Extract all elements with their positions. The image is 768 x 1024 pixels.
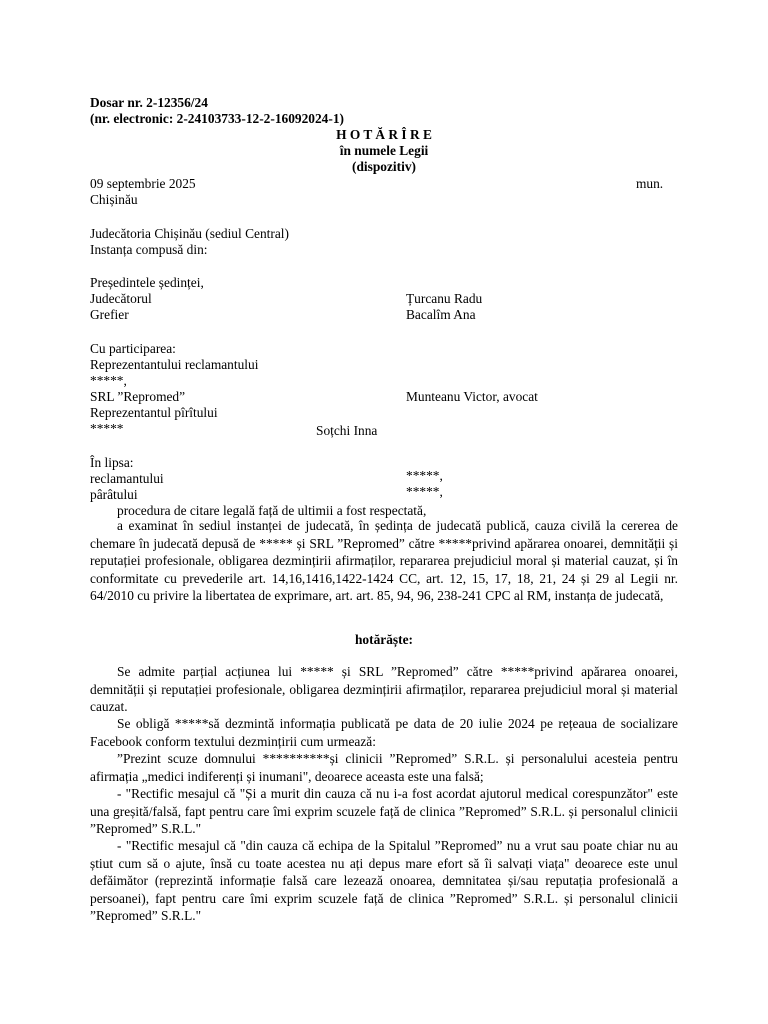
obligation-paragraph: Se obligă *****să dezmintă informația publicată pe data de 20 iulie 2024 pe rețeaua de socializare Facebook conform textului dezmințirii cum urmează: — [90, 716, 678, 749]
absent-defendant-value: *****, — [406, 484, 443, 499]
dispozitiv-label: (dispozitiv) — [352, 159, 416, 174]
absent-plaintiff-value: *****, — [406, 468, 443, 483]
electronic-number: (nr. electronic: 2-24103733-12-2-16092024-1) — [90, 111, 344, 126]
plaintiff-rep-name: *****, — [90, 373, 127, 388]
court-composition: Instanța compusă din: — [90, 242, 208, 257]
defendant-rep-label: Reprezentantul pîrîtului — [90, 405, 218, 420]
panel-president: Președintele ședinței, — [90, 275, 204, 290]
admission-paragraph: Se admite parțial acțiunea lui ***** și SRL ”Repromed” către *****privind apărarea onoarei, demnității și reputației profesionale, obligarea dezmințirii afirmaților, repararea prejudiciul moral și material cauzat. — [90, 664, 678, 714]
srl-representative: Munteanu Victor, avocat — [406, 389, 538, 404]
citation-note: procedura de citare legală față de ultimii a fost respectată, — [117, 503, 427, 518]
examination-paragraph: a examinat în sediul instanței de judecată, în ședința de judecată publică, cauza civilă la cererea de chemare în judecată depusă de ***** și SRL ”Repromed” către *****privind apărarea onoarei, demnității și reputației profesionale, obligarea dezmințirii afirmaților, repararea prejudiciul moral și material cauzat, și în conformitate cu prevederile art. 14,16,1416,1422-1424 CC, art. 12, 15, 17, 18, 21, 24 și 29 al Legii nr. 64/2010 cu privire la libertatea de exprimare, art. art. 85, 94, 96, 238-241 CPC al RM, instanța de judecată, — [90, 518, 678, 603]
court-name: Judecătoria Chișinău (sediul Central) — [90, 226, 289, 241]
retraction-quote-3: - "Rectific mesajul că "din cauza că echipa de la Spitalul ”Repromed” nu a vrut sau poate chiar nu au știut cum să o ajute, însă cu toate acestea nu ați depus mare efort să îi salvați viața" deoarece este unul defăimător (reprezintă informație falsă care lezează onoarea, demnitatea și/sau reputația profesională a persoanei), fapt pentru care îmi exprim scuzele față de clinica ”Repromed” S.R.L. și personalul clinicii ”Repromed” S.R.L." — [90, 838, 678, 923]
retraction-quote-2: - "Rectific mesajul că "Și a murit din cauza că nu i-a fost acordat ajutorul medical corespunzător" este una greșită/falsă, fapt pentru care îmi exprim scuzele față de clinica ”Repromed” S.R.L. și personalul clinicii ”Repromed” S.R.L." — [90, 786, 678, 836]
plaintiff-rep-label: Reprezentantului reclamantului — [90, 357, 259, 372]
city-prefix: mun. — [636, 176, 664, 191]
case-number: Dosar nr. 2-12356/24 — [90, 95, 208, 110]
document-subtitle: în numele Legii — [339, 143, 429, 158]
judge-label: Judecătorul — [90, 291, 152, 306]
absence-heading: În lipsa: — [90, 455, 134, 470]
clerk-name: Bacalîm Ana — [406, 307, 476, 322]
absent-plaintiff-label: reclamantului — [90, 471, 164, 486]
document-title: H O T Ă R Î R E — [336, 127, 432, 142]
srl-label: SRL ”Repromed” — [90, 389, 186, 404]
absent-defendant-label: pârâtului — [90, 487, 138, 502]
city-name: Chișinău — [90, 192, 138, 207]
participants-heading: Cu participarea: — [90, 341, 176, 356]
retraction-quote-1: ”Prezint scuze domnului **********și clinicii ”Repromed” S.R.L. și personalului acesteia pentru afirmația „medici indiferenți și inumani", deoarece aceasta este una falsă; — [90, 751, 678, 784]
defendant-rep-name: ***** — [90, 421, 124, 436]
clerk-label: Grefier — [90, 307, 129, 322]
judge-name: Țurcanu Radu — [406, 291, 483, 306]
decision-date: 09 septembrie 2025 — [90, 176, 196, 191]
defendant-representative: Soțchi Inna — [316, 423, 378, 438]
decides-heading: hotărăște: — [354, 632, 413, 647]
